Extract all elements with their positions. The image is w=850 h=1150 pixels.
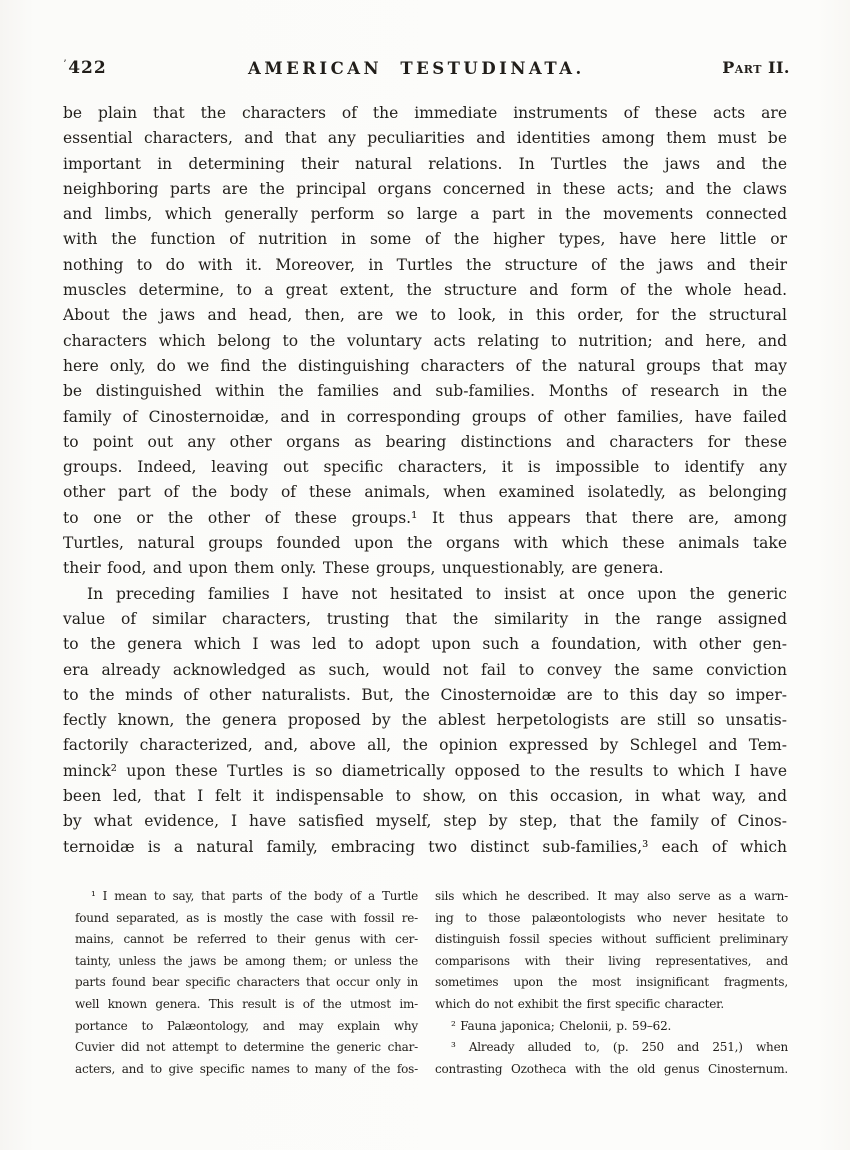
text-line: portance to Palæontology, and may explain why: [75, 1018, 418, 1033]
paragraph: [63, 582, 787, 860]
text-line: mains, cannot be referred to their genus with cer-: [75, 932, 418, 947]
text-line: and limbs, which generally perform so large a part in the movements connected: [63, 205, 787, 224]
text-line: their food, and upon them only. These groups, unquestionably, are genera.: [63, 559, 664, 578]
text-line: neighboring parts are the principal organs concerned in these acts; and the claws: [63, 179, 787, 198]
text-line: ¹ I mean to say, that parts of the body of a Turtle: [91, 889, 418, 903]
scan-artifact-mark: ʼ: [63, 59, 68, 70]
footnote-column-left: [75, 886, 418, 1080]
text-line: value of similar characters, trusting that the similarity in the range assigned: [63, 609, 787, 628]
text-line: ³ Already alluded to, (p. 250 and 251,) when: [451, 1040, 788, 1055]
text-line: era already acknowledged as such, would not fail to convey the same conviction: [63, 660, 787, 679]
text-line: parts found bear specific characters that occur only in: [75, 975, 418, 990]
text-line: groups. Indeed, leaving out specific characters, it is impossible to identify any: [63, 458, 787, 477]
text-line: which do not exhibit the first specific character.: [435, 996, 724, 1011]
text-line: In preceding families I have not hesitated to insist at once upon the generic: [87, 584, 787, 603]
text-line: minck² upon these Turtles is so diametrically opposed to the results to which I have: [63, 761, 787, 780]
paragraph: [63, 101, 787, 582]
text-line: comparisons with their living representatives, and: [435, 953, 788, 968]
text-line: been led, that I felt it indispensable to show, on this occasion, in what way, and: [63, 787, 787, 806]
text-line: ing to those palæontologists who never hesitate to: [435, 910, 788, 925]
page-number: [63, 58, 107, 78]
body-text: [63, 101, 787, 860]
text-line: be plain that the characters of the immediate instruments of these acts are: [63, 104, 787, 122]
running-title: AMERICAN TESTUDINATA.: [248, 59, 585, 78]
text-line: to point out any other organs as bearing distinctions and characters for these: [63, 432, 787, 451]
text-line: essential characters, and that any peculiarities and identities among them must be: [63, 129, 787, 148]
text-line: acters, and to give specific names to many of the fos-: [75, 1061, 418, 1076]
page-number-value: 422: [68, 58, 107, 78]
text-line: tainty, unless the jaws be among them; or unless the: [75, 953, 418, 968]
text-line: contrasting Ozotheca with the old genus Cinosternum.: [435, 1061, 788, 1076]
text-line: by what evidence, I have satisfied myself, step by step, that the family of Cinos-: [63, 812, 787, 831]
text-line: be distinguished within the families and sub-families. Months of research in the: [63, 382, 787, 401]
text-line: ² Fauna japonica; Chelonii, p. 59–62.: [451, 1018, 672, 1033]
text-line: found separated, as is mostly the case with fossil re-: [75, 910, 418, 925]
text-line: Turtles, natural groups founded upon the organs with which these animals take: [63, 534, 787, 553]
text-line: other part of the body of these animals, when examined isolatedly, as belonging: [63, 483, 787, 502]
text-line: family of Cinosternoidæ, and in corresponding groups of other families, have failed: [63, 407, 787, 426]
running-header: [63, 58, 790, 82]
text-line: sometimes upon the most insignificant fragments,: [435, 975, 788, 990]
text-line: Cuvier did not attempt to determine the generic char-: [75, 1040, 418, 1055]
text-line: with the function of nutrition in some of the higher types, have here little or: [63, 230, 787, 249]
part-label: Part II.: [722, 58, 790, 77]
text-line: to the minds of other naturalists. But, the Cinosternoidæ are to this day so imper-: [63, 685, 787, 704]
footnote-column-right: [435, 886, 788, 1080]
footnotes: [75, 886, 788, 1080]
text-line: muscles determine, to a great extent, the structure and form of the whole head.: [63, 281, 787, 300]
text-line: here only, do we find the distinguishing characters of the natural groups that may: [63, 356, 787, 375]
text-line: sils which he described. It may also serve as a warn-: [435, 889, 788, 903]
text-line: ternoidæ is a natural family, embracing two distinct sub-families,³ each of which: [63, 837, 787, 856]
text-line: well known genera. This result is of the utmost im-: [75, 996, 418, 1011]
text-line: About the jaws and head, then, are we to look, in this order, for the structural: [63, 306, 787, 325]
text-line: to one or the other of these groups.¹ It thus appears that there are, among: [63, 508, 787, 527]
text-line: factorily characterized, and, above all, the opinion expressed by Schlegel and Tem-: [63, 736, 787, 755]
text-line: to the genera which I was led to adopt upon such a foundation, with other gen-: [63, 635, 787, 654]
text-line: important in determining their natural relations. In Turtles the jaws and the: [63, 154, 787, 173]
text-line: fectly known, the genera proposed by the ablest herpetologists are still so unsatis-: [63, 711, 787, 730]
text-line: nothing to do with it. Moreover, in Turtles the structure of the jaws and their: [63, 255, 787, 274]
text-line: characters which belong to the voluntary acts relating to nutrition; and here, and: [63, 331, 787, 350]
text-line: distinguish fossil species without sufficient preliminary: [435, 932, 788, 947]
